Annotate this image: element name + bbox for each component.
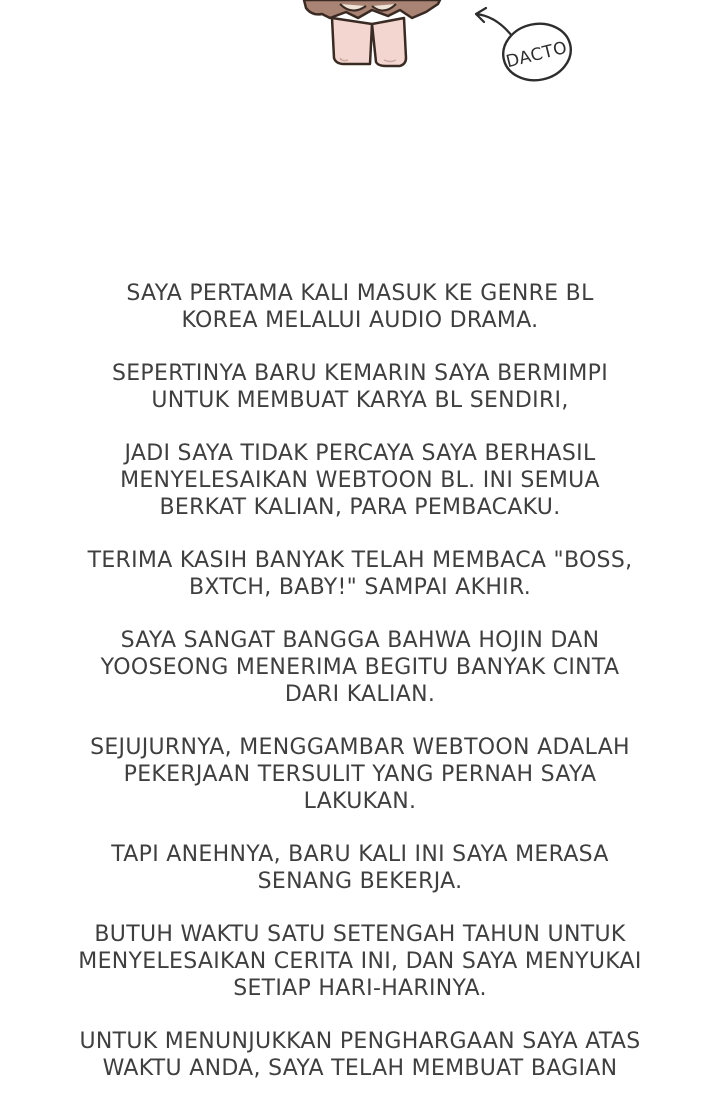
pointer-arrow [476, 8, 512, 36]
afterword-line: YOOSEONG MENERIMA BEGITU BANYAK CINTA [100, 655, 620, 680]
afterword-line: SETIAP HARI-HARINYA. [233, 976, 487, 1001]
afterword-line: SAYA SANGAT BANGGA BAHWA HOJIN DAN [120, 628, 600, 653]
afterword-line: PEKERJAAN TERSULIT YANG PERNAH SAYA [123, 762, 597, 787]
afterword-paragraph [60, 1028, 660, 1082]
afterword-line: KOREA MELALUI AUDIO DRAMA. [181, 308, 539, 333]
afterword-text [60, 280, 660, 1108]
signature-text: DACTO [504, 37, 570, 73]
author-illustration [0, 0, 720, 100]
afterword-line: UNTUK MENUNJUKKAN PENGHARGAAN SAYA ATAS [79, 1029, 641, 1054]
author-avatar-drawing [304, 0, 440, 66]
afterword-line: MENYELESAIKAN CERITA INI, DAN SAYA MENYUKAI [78, 949, 642, 974]
afterword-paragraph [60, 627, 660, 708]
afterword-line: UNTUK MEMBUAT KARYA BL SENDIRI, [151, 388, 569, 413]
afterword-line: WAKTU ANDA, SAYA TELAH MEMBUAT BAGIAN [102, 1056, 618, 1081]
afterword-line: JADI SAYA TIDAK PERCAYA SAYA BERHASIL [124, 441, 596, 466]
afterword-line: BXTCH, BABY!" SAMPAI AKHIR. [188, 575, 532, 600]
afterword-line: SENANG BEKERJA. [257, 869, 463, 894]
afterword-paragraph [60, 547, 660, 601]
afterword-line: BUTUH WAKTU SATU SETENGAH TAHUN UNTUK [94, 922, 626, 947]
afterword-paragraph [60, 280, 660, 334]
afterword-line: DARI KALIAN. [284, 682, 436, 707]
afterword-line: LAKUKAN. [303, 789, 417, 814]
afterword-line: SEJUJURNYA, MENGGAMBAR WEBTOON ADALAH [90, 735, 630, 760]
signature-badge [498, 18, 576, 87]
afterword-paragraph [60, 841, 660, 895]
afterword-paragraph [60, 360, 660, 414]
afterword-line: TAPI ANEHNYA, BARU KALI INI SAYA MERASA [111, 842, 609, 867]
afterword-line: TERIMA KASIH BANYAK TELAH MEMBACA "BOSS, [87, 548, 633, 573]
afterword-paragraph [60, 440, 660, 521]
afterword-line: SAYA PERTAMA KALI MASUK KE GENRE BL [126, 281, 594, 306]
afterword-paragraph [60, 734, 660, 815]
afterword-paragraph [60, 921, 660, 1002]
afterword-line: MENYELESAIKAN WEBTOON BL. INI SEMUA [120, 468, 600, 493]
afterword-line: BERKAT KALIAN, PARA PEMBACAKU. [159, 495, 561, 520]
afterword-line: SEPERTINYA BARU KEMARIN SAYA BERMIMPI [111, 361, 609, 386]
